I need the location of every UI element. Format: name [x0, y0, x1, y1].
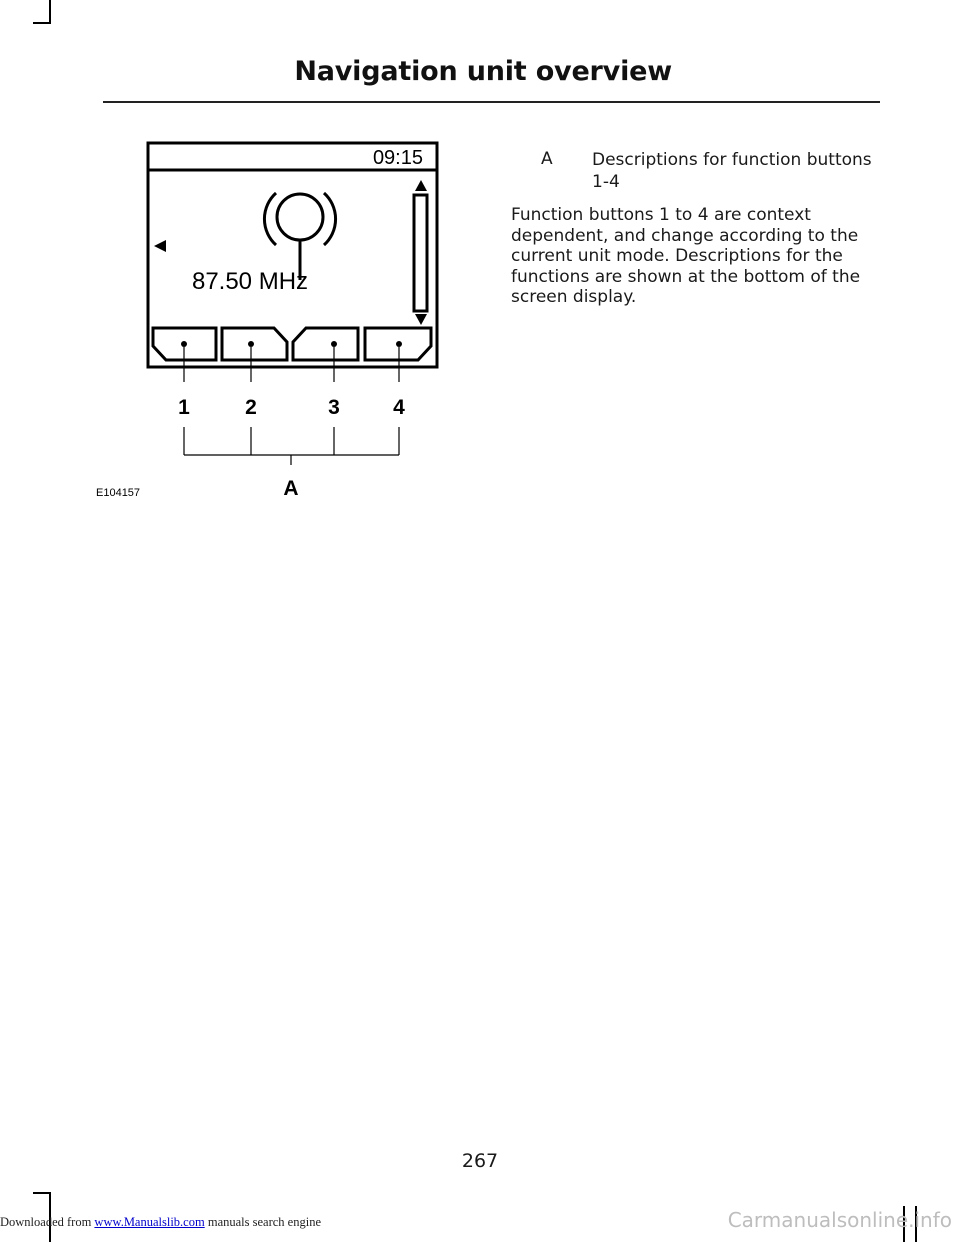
footer-prefix: Downloaded from: [0, 1215, 95, 1229]
title-divider: [103, 101, 880, 103]
callout-2: 2: [245, 396, 257, 419]
function-button-2: [222, 328, 287, 360]
button-4-dot: [396, 341, 402, 347]
navigation-screen-figure: [96, 130, 456, 510]
page-number: 267: [461, 1150, 499, 1172]
group-bracket: [184, 427, 399, 465]
legend-letter: A: [541, 149, 553, 169]
footer-suffix: manuals search engine: [204, 1215, 321, 1229]
button-3-dot: [331, 341, 337, 347]
callout-3: 3: [328, 396, 340, 419]
watermark-text: Carmanualsonline.info: [727, 1208, 952, 1232]
scrollbar-track: [414, 195, 427, 311]
button-2-dot: [248, 341, 254, 347]
crop-mark: [33, 22, 51, 24]
callout-1: 1: [178, 396, 190, 419]
manualslib-link[interactable]: www.Manualslib.com: [94, 1215, 205, 1229]
legend-description: Descriptions for function buttons 1-4: [592, 150, 872, 192]
navigation-screen-diagram: [96, 130, 456, 510]
function-button-3: [293, 328, 358, 360]
figure-id: E104157: [96, 487, 141, 499]
button-1-dot: [181, 341, 187, 347]
crop-mark: [49, 0, 51, 24]
callout-4: 4: [393, 396, 405, 419]
page-title: Navigation unit overview: [294, 56, 672, 87]
frequency-text: 87.50 MHz: [191, 268, 309, 295]
clock-text: 09:15: [372, 147, 423, 169]
body-paragraph: Function buttons 1 to 4 are context dependent, and change according to the current unit mode. Descriptions for the functions are shown at the bottom of the screen display.: [511, 205, 861, 307]
download-footer: [0, 1215, 321, 1230]
callout-A: A: [283, 477, 299, 500]
